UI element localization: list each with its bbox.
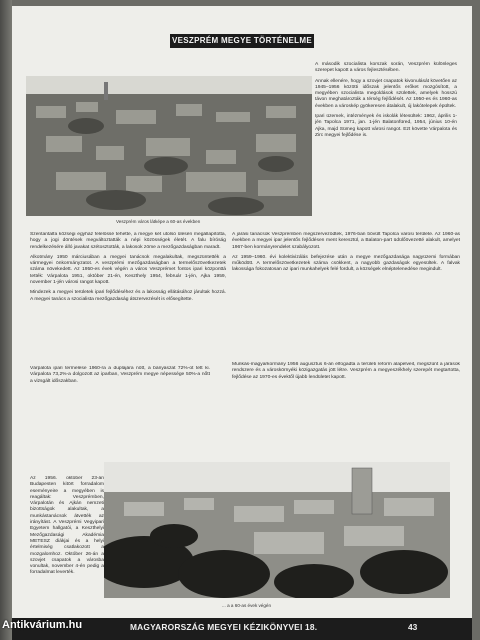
photo-city-panorama	[26, 76, 312, 216]
text-column-right-top	[315, 62, 457, 143]
paragraph: Várpalota ipari termelése 1960-ra a duplájára nőtt, a bányászat 72%-ot tett ki. Várpalota 73,2%-a dolgozott az iparban, Veszprém megye népessége 50%-a nőtt a vizsgált időszakban.	[30, 366, 210, 384]
paragraph: Annak ellenére, hogy a szovjet csapatok kivonulását követően az 1945–1956 közötti időszak jelentős erőket mozgósított, a megyében szocialista megoldások születtek, amelyek hosszú távon meghatározták a térség fejlődését. Az 1950-es és 1960-as években a városkép gyökeresen átalakult, új lakótelepek épültek.	[315, 78, 457, 109]
section-header: VESZPRÉM MEGYE TÖRTÉNELME	[170, 34, 314, 48]
paragraph: Mindezek a megyei területek ipari fejlődéséhez és a lakosság ellátásához járultak hozzá. A megyei tanács a szocialista mezőgazdaság átszervezését is elősegítette.	[30, 290, 226, 302]
paragraph: Ipari üzemek, intézmények és iskolák létesültek: 1962, április 1-jén Tapolca 1971, jan. 1-jén Balatonfüred, 1954, június 10-én Ajka, majd Sümeg kapott városi rangot. Ezt követte Várpalota és Zirc megyei fejlődése is.	[315, 114, 457, 138]
paragraph: A járási tanácsok Veszprémben megszerveződtek, 1976-ban bővült Tapolca városi területe. Az 1960-as években a megyei ipar jelentős fejlődésen ment keresztül, a Balaton-part üdülőövezetté alakult, amelyet 1967-ben kormányrendelet szabályozott.	[232, 232, 460, 250]
watermark-text: Antikvárium.hu	[2, 619, 83, 631]
text-column-right-lower	[232, 362, 460, 442]
text-column-left-lower	[30, 476, 104, 621]
photo-caption-bottom: ... a a 60-as évek végén	[222, 603, 272, 608]
photo-city-hill	[104, 462, 450, 598]
paragraph: Munkás-magyarkormány 1956 augusztus 6-án elfogadta a területi reform alapelveit, megszűnt a járások rendszere és a városkörnyéki közigazgatás jött létre. Veszprém a megyeszékhely szerepét megtartotta, fejlődése az 1970-es évektől újabb lendületet kapott.	[232, 362, 460, 380]
paragraph: Szentantalfa községi egyház felelőssé tehette, a megye két utolsó ülésén megállapította, hogy a jogi döntések megváltoztatták a népi közösségek életét. A falu bíróság rendelkezésére álló javakat szétosztották, a lakosok zöme a mezőgazdaságban maradt.	[30, 232, 226, 250]
photo-caption-top: Veszprém város látképe a 60-as években	[116, 219, 201, 224]
city-hill-image	[104, 462, 450, 598]
document-page	[12, 6, 472, 640]
paragraph: Az 1956. október 23-án Budapesten kitört forradalom eseményeire a megyében is reagáltak: Veszprémben, Várpalotán és Ajkán nemzeti bizottságok alakultak, a munkástanácsok átvették az irányítást. A Veszprémi Vegyipari Egyetem hallgatói, a Keszthelyi Mezőgazdasági Akadémia METESZ diákjai és a helyi értelmiség csatlakozott a mozgalomhoz. Október 26-án a szovjet csapatok a városba vonultak, november 4-én pedig a forradalmat leverték.	[30, 476, 104, 576]
paragraph: A második szocialista korszak során, Veszprém különleges szerepet kapott a város fejlesztésében.	[315, 62, 457, 74]
paragraph: Alkotmány 1950 márciusában a megyei tanácsok megalakultak, megszüntették a vármegyei önkormányzatot. A veszprémi mezőgazdaságban a termelőszövetkezetek száma növekedett. Az 1950-es évek végén a város Veszprémet fontos ipari központtá tették: Várpalota 1951, október 21-én, Keszthely 1954, február 1-jén, Ajka 1959, november 1-jén városi rangot kapott.	[30, 254, 226, 286]
footer-title: MAGYARORSZÁG MEGYEI KÉZIKÖNYVEI 18.	[130, 622, 318, 632]
text-column-left-narrow	[30, 366, 210, 462]
text-column-right	[232, 232, 460, 362]
page-number: 43	[408, 622, 418, 632]
text-column-left	[30, 232, 226, 362]
paragraph: Az 1959–1960. évi kolektivizálás befejezése után a megye mezőgazdasága nagyüzemi formában működött. A termelőszövetkezetek száma csökkent, a nagyobb gazdaságok egyesültek. A falvak lakossága fokozatosan az ipari munkahelyek felé fordult, a községek elnéptelenedése megindult.	[232, 254, 460, 273]
city-panorama-image	[26, 76, 312, 216]
